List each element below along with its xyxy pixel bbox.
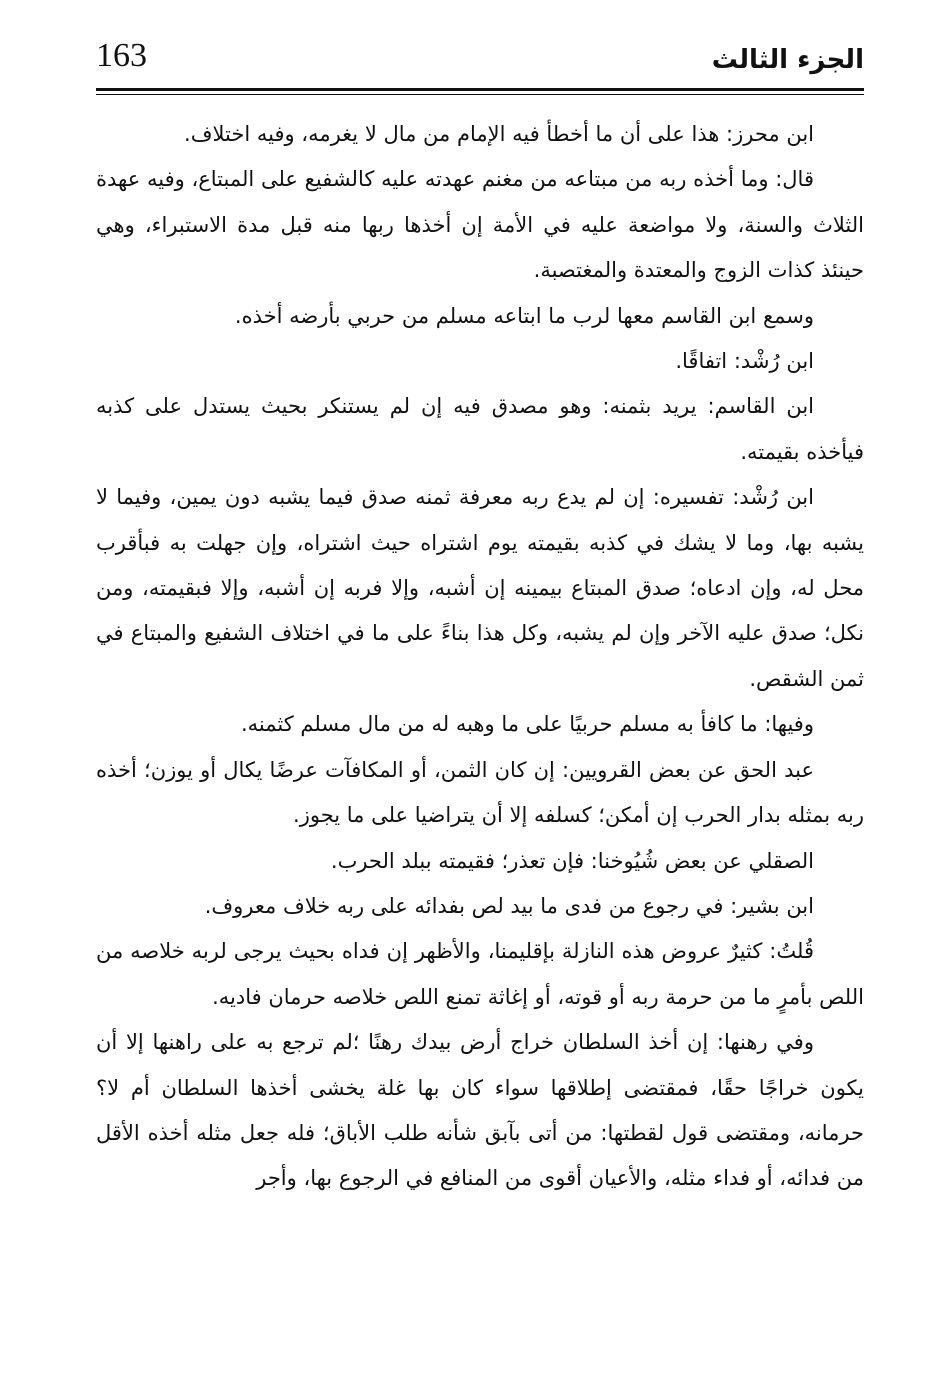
paragraph: قال: وما أخذه ربه من مبتاعه من مغنم عهدته عليه كالشفيع على المبتاع، وفيه عهدة الثلاث والسنة، ولا مواضعة عليه في الأمة إن أخذها ربها منه قبل مدة الاستبراء، وهي حينئذ كذات الزوج والمعتدة والمغتصبة.: [96, 167, 864, 283]
page-body: [96, 112, 864, 1202]
paragraph: عبد الحق عن بعض القرويين: إن كان الثمن، أو المكافآت عرضًا يكال أو يوزن؛ أخذه ربه بمثله بدار الحرب إن أمكن؛ كسلفه إلا أن يتراضيا على ما يجوز.: [96, 757, 864, 828]
paragraph: الصقلي عن بعض شُيُوخنا: فإن تعذر؛ فقيمته ببلد الحرب.: [330, 848, 814, 873]
paragraph: ابن بشير: في رجوع من فدى ما بيد لص بفدائه على ربه خلاف معروف.: [204, 893, 814, 918]
page-header: [96, 36, 864, 88]
paragraph: ابن رُشْد: اتفاقًا.: [675, 349, 814, 374]
page-number: 163: [96, 37, 147, 74]
paragraph: ابن رُشْد: تفسيره: إن لم يدع ربه معرفة ثمنه صدق فيما يشبه دون يمين، وفيما لا يشبه بها، وما لا يشك في كذبه بقيمته يوم اشتراه حيث اشتراه، وإن جهلت به فبأقرب محل له، وإن ادعاه؛ صدق المبتاع بيمينه إن أشبه، وإلا فربه إن أشبه، وإلا فبقيمته، ومن نكل؛ صدق عليه الآخر وإن لم يشبه، وكل هذا بناءً على ما في اختلاف الشفيع والمبتاع في ثمن الشقص.: [96, 485, 864, 691]
paragraph: ابن محرز: هذا على أن ما أخطأ فيه الإمام من مال لا يغرمه، وفيه اختلاف.: [184, 122, 814, 146]
paragraph: وفي رهنها: إن أخذ السلطان خراج أرض بيدك رهنًا ؛لم ترجع به على راهنها إلا أن يكون خراجًا حقًا، فمقتضى إطلاقها سواء كان بها غلة يخشى أخذها السلطان أم لا؟ حرمانه، ومقتضى قول لقطتها: من أتى بآبق شأنه طلب الأباق؛ فله جعل مثله أخذه الأقل من فدائه، أو فداء مثله، والأعيان أقوى من المنافع في الرجوع بها، وأجر: [96, 1030, 864, 1191]
paragraph: ابن القاسم: يريد بثمنه: وهو مصدق فيه إن لم يستنكر بحيث يستدل على كذبه فيأخذه بقيمته.: [96, 394, 864, 464]
header-rule-thin: [96, 94, 864, 95]
header-rule-thick: [96, 88, 864, 91]
running-head: الجزء الثالث: [711, 45, 864, 75]
paragraph: قُلتُ: كثيرٌ عروض هذه النازلة بإقليمنا، والأظهر إن فداه بحيث يرجى لربه خلاصه من اللص بأمرٍ ما من حرمة ربه أو قوته، أو إغاثة تمنع اللص خلاصه حرمان فاديه.: [96, 939, 864, 1009]
paragraph: وسمع ابن القاسم معها لرب ما ابتاعه مسلم من حربي بأرضه أخذه.: [234, 303, 814, 328]
paragraph: وفيها: ما كافأ به مسلم حربيًا على ما وهبه له من مال مسلم كثمنه.: [241, 712, 814, 737]
